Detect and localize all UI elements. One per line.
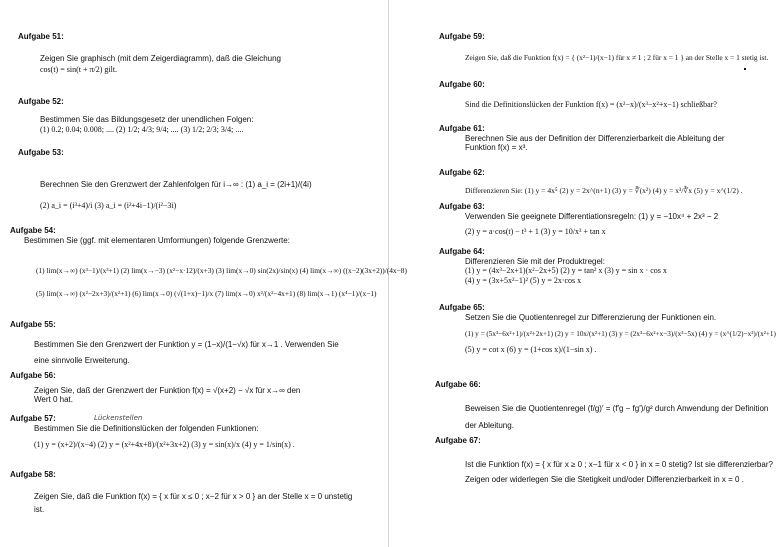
task-67-text-2: Zeigen oder widerlegen Sie die Stetigkeit und/oder Differenzierbarkeit in x = 0 . — [465, 475, 744, 485]
task-64 — [439, 247, 667, 285]
task-52-title: Aufgabe 52: — [18, 97, 64, 106]
task-51-text: Zeigen Sie graphisch (mit dem Zeigerdiagramm), daß die Gleichung — [40, 53, 281, 63]
task-65-text-1: Setzen Sie die Quotientenregel zur Differenzierung der Funktionen ein. — [465, 312, 717, 322]
task-51-formula: cos(t) = sin(t + π/2) gilt. — [40, 65, 118, 75]
task-55 — [10, 320, 339, 366]
task-54-row-1: (1) lim(x→∞) (x³−1)/(x³+1) (2) lim(x→−3) (x²−x·12)/(x+3) (3) lim(x→0) sin(2x)/sin(x) (4) lim(x→∞) ((x−2)(3x+2))/(4x−8) — [36, 266, 407, 276]
task-60 — [439, 80, 717, 109]
task-56-title: Aufgabe 56: — [10, 371, 56, 380]
task-64-text-1: Differenzieren Sie mit der Produktregel: — [465, 256, 605, 266]
task-56-text-2: Wert 0 hat. — [34, 395, 73, 405]
task-63-text-2: (2) y = a·cos(t) − t³ + 1 (3) y = 10/x³ + tan x — [465, 227, 606, 237]
task-67 — [435, 436, 773, 485]
task-60-text: Sind die Definitionslücken der Funktion f(x) = (x²−x)/(x³−x²+x−1) schließbar? — [465, 99, 717, 109]
task-53-text-1: Berechnen Sie den Grenzwert der Zahlenfolgen für i→∞ : (1) a_i = (2i+1)/(4i) — [40, 179, 312, 189]
task-59-title: Aufgabe 59: — [439, 32, 485, 41]
task-52 — [18, 97, 253, 135]
task-62-text: Differenzieren Sie: (1) y = 4x⁵ (2) y = 2x^(n+1) (3) y = ∛(x²) (4) y = x³/∛x (5) y = x^(1/2) . — [465, 185, 743, 195]
task-51-title: Aufgabe 51: — [18, 32, 64, 41]
task-52-text: Bestimmen Sie das Bildungsgesetz der unendlichen Folgen: — [40, 114, 254, 124]
task-57-title: Aufgabe 57: — [10, 414, 56, 423]
task-57-text: Bestimmen Sie die Definitionslücken der folgenden Funktionen: — [34, 423, 259, 433]
task-63-text-1: Verwenden Sie geeignete Differentiationsregeln: (1) y = −10x⁴ + 2x³ − 2 — [465, 211, 719, 221]
task-58 — [10, 470, 352, 515]
task-59-text: Zeigen Sie, daß die Funktion f(x) = { (x²−1)/(x−1) für x ≠ 1 ; 2 für x = 1 } an der Stelle x = 1 stetig ist. — [465, 52, 769, 62]
task-65 — [439, 303, 776, 354]
handwritten-note: Lückenstellen — [94, 414, 143, 422]
task-67-title: Aufgabe 67: — [435, 436, 481, 445]
task-55-title: Aufgabe 55: — [10, 320, 56, 329]
task-62-title: Aufgabe 62: — [439, 168, 485, 177]
task-59 — [439, 32, 768, 62]
task-61-title: Aufgabe 61: — [439, 124, 485, 133]
task-66-title: Aufgabe 66: — [435, 380, 481, 389]
task-58-text-1: Zeigen Sie, daß die Funktion f(x) = { x für x ≤ 0 ; x−2 für x > 0 } an der Stelle x = 0 unstetig — [34, 491, 353, 501]
task-65-text-2: (1) y = (5x³−6x²+1)/(x²+2x+1) (2) y = 10x/(x²+1) (3) y = (2x³−6x²+x−3)/(x³−5x) (4) y = (x^(1/2)−x²)/(x²+1) — [465, 330, 776, 339]
task-66 — [435, 380, 768, 431]
task-51 — [18, 32, 281, 75]
task-54-text: Bestimmen Sie (ggf. mit elementaren Umformungen) folgende Grenzwerte: — [24, 235, 290, 245]
task-54-row-2: (5) lim(x→∞) (x²−2x+3)/(x²+1) (6) lim(x→0) (√(1+x)−1)/x (7) lim(x→0) x²/(x²−4x+1) (8) lim(x→1) (x⁴−1)/(x−1) — [36, 289, 377, 299]
task-61-text-2: Funktion f(x) = x³. — [465, 143, 528, 153]
task-56-text-1: Zeigen Sie, daß der Grenzwert der Funktion f(x) = √(x+2) − √x für x→∞ den — [34, 385, 301, 395]
task-66-text-1: Beweisen Sie die Quotientenregel (f/g)′ = (f′g − fg′)/g² durch Anwendung der Definition — [465, 403, 769, 413]
task-58-text-2: ist. — [34, 505, 45, 515]
task-61 — [439, 124, 725, 153]
task-64-text-3: (4) y = (3x+5x²−1)² (5) y = 2x·cos x — [465, 275, 582, 285]
task-60-title: Aufgabe 60: — [439, 80, 485, 89]
task-63-title: Aufgabe 63: — [439, 202, 485, 211]
task-54-title: Aufgabe 54: — [10, 226, 56, 235]
task-58-title: Aufgabe 58: — [10, 470, 56, 479]
task-53 — [18, 148, 312, 211]
task-56 — [10, 371, 300, 405]
task-55-text-2: eine sinnvolle Erweiterung. — [34, 356, 130, 366]
speck-mark — [744, 68, 746, 70]
right-page — [389, 0, 777, 547]
task-63 — [439, 202, 718, 237]
task-66-text-2: der Ableitung. — [465, 421, 514, 431]
task-54 — [10, 226, 407, 299]
task-64-text-2: (1) y = (4x³−2x+1)(x²−2x+5) (2) y = tan² x (3) y = sin x · cos x — [465, 266, 667, 276]
task-57-formula: (1) y = (x+2)/(x−4) (2) y = (x²+4x+8)/(x²+3x+2) (3) y = sin(x)/x (4) y = 1/sin(x) . — [34, 440, 295, 450]
task-61-text-1: Berechnen Sie aus der Definition der Differenzierbarkeit die Ableitung der — [465, 133, 725, 143]
task-53-title: Aufgabe 53: — [18, 148, 64, 157]
task-55-text-1: Bestimmen Sie den Grenzwert der Funktion y = (1−x)/(1−√x) für x→1 . Verwenden Sie — [34, 339, 339, 349]
task-64-title: Aufgabe 64: — [439, 247, 485, 256]
task-62 — [439, 168, 743, 195]
task-65-text-3: (5) y = cot x (6) y = (1+cos x)/(1−sin x) . — [465, 344, 597, 354]
task-52-formula: (1) 0.2; 0.04; 0.008; .... (2) 1/2; 4/3; 9/4; .... (3) 1/2; 2/3; 3/4; .... — [40, 125, 244, 135]
task-57 — [10, 414, 295, 450]
task-65-title: Aufgabe 65: — [439, 303, 485, 312]
task-67-text-1: Ist die Funktion f(x) = { x für x ≥ 0 ; x−1 für x < 0 } in x = 0 stetig? Ist sie differenzierbar? — [465, 459, 773, 469]
task-53-text-2: (2) a_i = (i³+4)/i (3) a_i = (i²+4i−1)/(i²−3i) — [40, 201, 177, 211]
